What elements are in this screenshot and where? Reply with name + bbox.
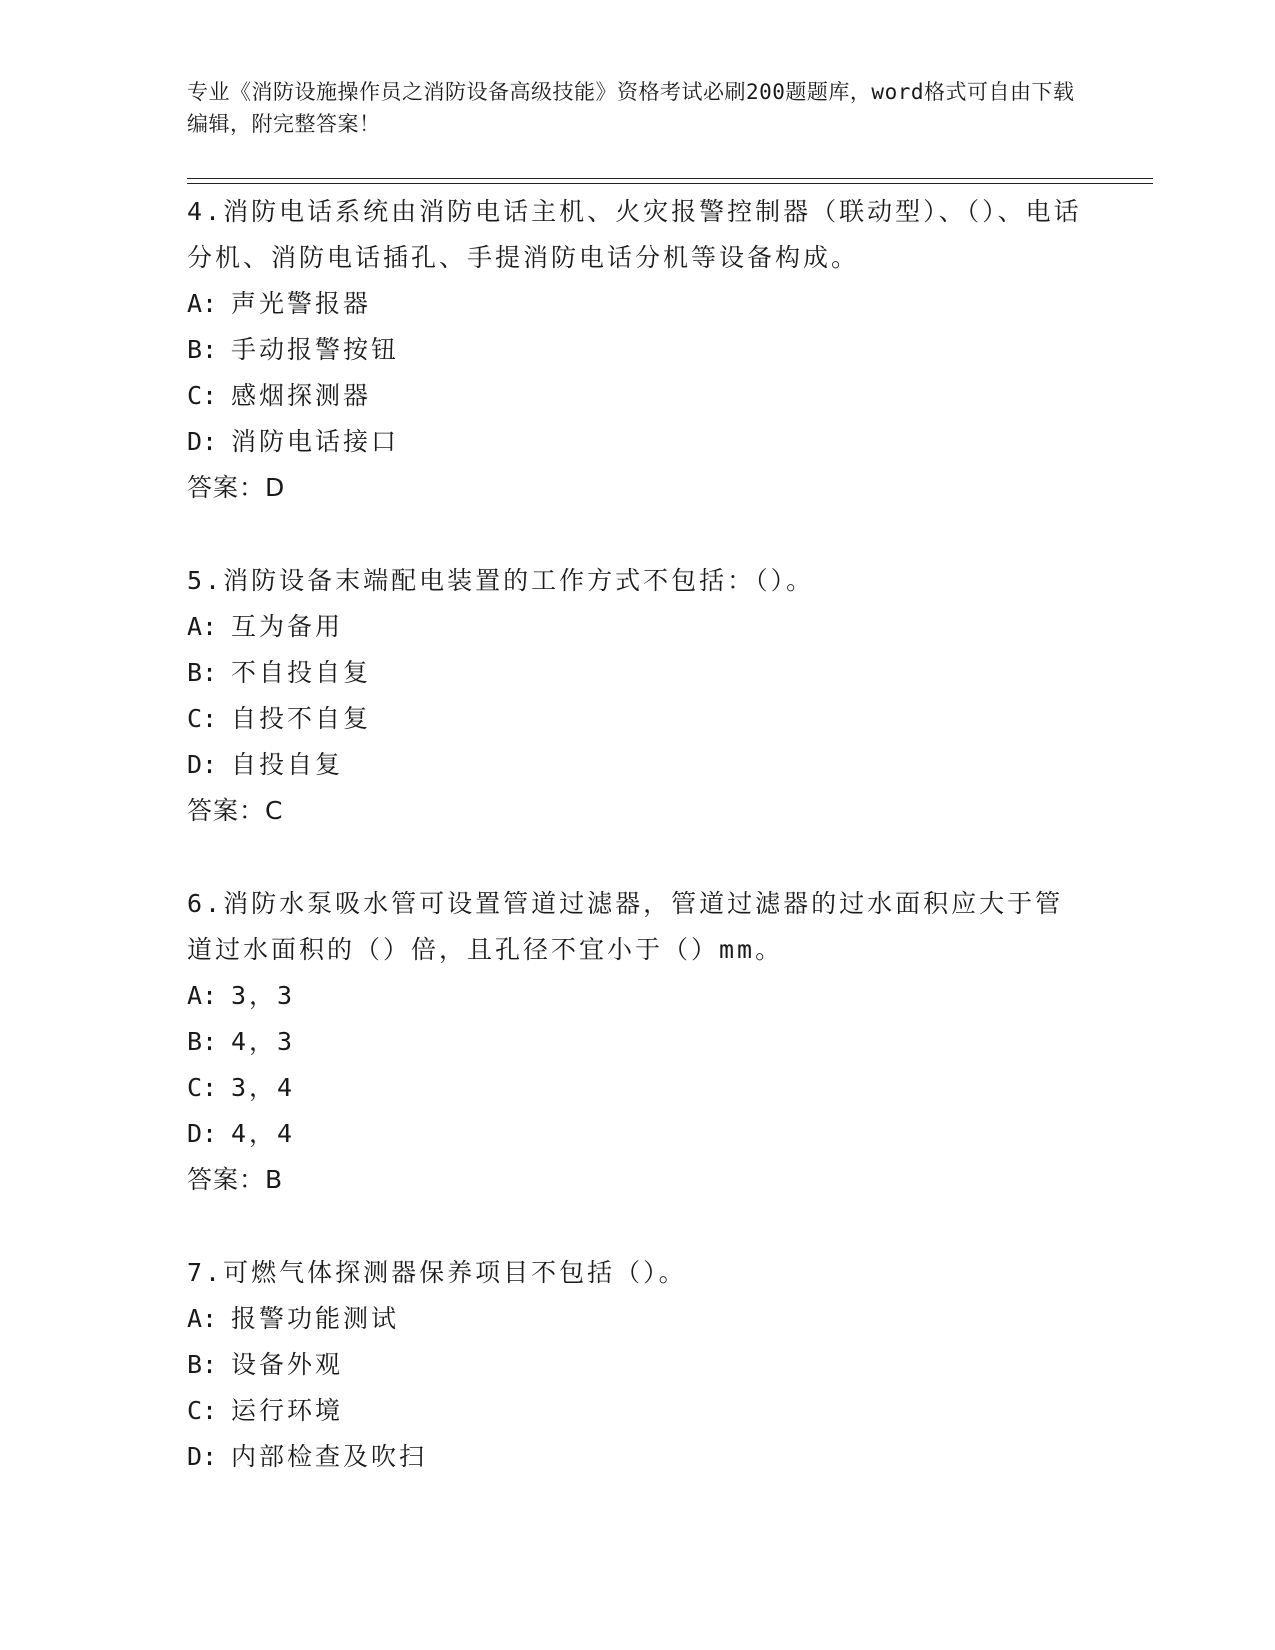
answer-label: 答案：C bbox=[187, 796, 284, 825]
header-divider-top bbox=[187, 178, 1153, 179]
option-c bbox=[187, 696, 1087, 742]
answer-label: 答案：D bbox=[187, 473, 286, 502]
question-6 bbox=[187, 881, 1087, 1203]
option-text: 消防电话接口 bbox=[231, 427, 400, 456]
option-text: 4，3 bbox=[231, 1027, 296, 1056]
option-b bbox=[187, 1019, 1087, 1065]
option-text: 不自投自复 bbox=[231, 658, 372, 687]
option-c bbox=[187, 1388, 1087, 1434]
option-a bbox=[187, 281, 1087, 327]
option-a bbox=[187, 1296, 1087, 1342]
question-7 bbox=[187, 1250, 1087, 1480]
option-letter: B: bbox=[187, 1027, 218, 1056]
question-text: 6.消防水泵吸水管可设置管道过滤器，管道过滤器的过水面积应大于管道过水面积的（）倍，且孔径不宜小于（）mm。 bbox=[187, 889, 1064, 964]
option-text: 设备外观 bbox=[231, 1350, 344, 1379]
option-letter: D: bbox=[187, 427, 218, 456]
option-d bbox=[187, 1434, 1087, 1480]
option-text: 3，3 bbox=[231, 981, 296, 1010]
option-text: 感烟探测器 bbox=[231, 381, 372, 410]
document-header: 专业《消防设施操作员之消防设备高级技能》资格考试必刷200题题库，word格式可自由下载编辑，附完整答案！ bbox=[187, 80, 1075, 136]
option-d bbox=[187, 742, 1087, 788]
option-letter: B: bbox=[187, 658, 218, 687]
option-d bbox=[187, 419, 1087, 465]
option-letter: A: bbox=[187, 289, 218, 318]
option-letter: C: bbox=[187, 381, 218, 410]
header-divider-bottom bbox=[187, 183, 1153, 184]
option-b bbox=[187, 650, 1087, 696]
option-text: 内部检查及吹扫 bbox=[231, 1442, 428, 1471]
option-a bbox=[187, 604, 1087, 650]
option-letter: D: bbox=[187, 1119, 218, 1148]
option-letter: D: bbox=[187, 1442, 218, 1471]
option-letter: A: bbox=[187, 1304, 218, 1333]
question-4 bbox=[187, 189, 1087, 511]
option-c bbox=[187, 373, 1087, 419]
option-b bbox=[187, 327, 1087, 373]
option-text: 声光警报器 bbox=[231, 289, 372, 318]
option-letter: D: bbox=[187, 750, 218, 779]
question-text: 5.消防设备末端配电装置的工作方式不包括：（）。 bbox=[187, 566, 815, 595]
option-letter: B: bbox=[187, 1350, 218, 1379]
option-a bbox=[187, 973, 1087, 1019]
answer-label: 答案：B bbox=[187, 1165, 284, 1194]
question-text: 4.消防电话系统由消防电话主机、火灾报警控制器（联动型）、（）、电话分机、消防电话插孔、手提消防电话分机等设备构成。 bbox=[187, 197, 1082, 272]
option-letter: C: bbox=[187, 1396, 218, 1425]
option-letter: A: bbox=[187, 981, 218, 1010]
option-text: 运行环境 bbox=[231, 1396, 344, 1425]
option-letter: A: bbox=[187, 612, 218, 641]
option-text: 4，4 bbox=[231, 1119, 296, 1148]
option-text: 手动报警按钮 bbox=[231, 335, 400, 364]
option-d bbox=[187, 1111, 1087, 1157]
option-text: 3，4 bbox=[231, 1073, 296, 1102]
option-text: 报警功能测试 bbox=[231, 1304, 400, 1333]
question-5 bbox=[187, 558, 1087, 834]
option-letter: C: bbox=[187, 704, 218, 733]
option-text: 自投不自复 bbox=[231, 704, 372, 733]
question-text: 7.可燃气体探测器保养项目不包括（）。 bbox=[187, 1258, 687, 1287]
option-text: 自投自复 bbox=[231, 750, 344, 779]
option-c bbox=[187, 1065, 1087, 1111]
option-text: 互为备用 bbox=[231, 612, 344, 641]
option-b bbox=[187, 1342, 1087, 1388]
option-letter: C: bbox=[187, 1073, 218, 1102]
option-letter: B: bbox=[187, 335, 218, 364]
question-list bbox=[187, 189, 1087, 1527]
